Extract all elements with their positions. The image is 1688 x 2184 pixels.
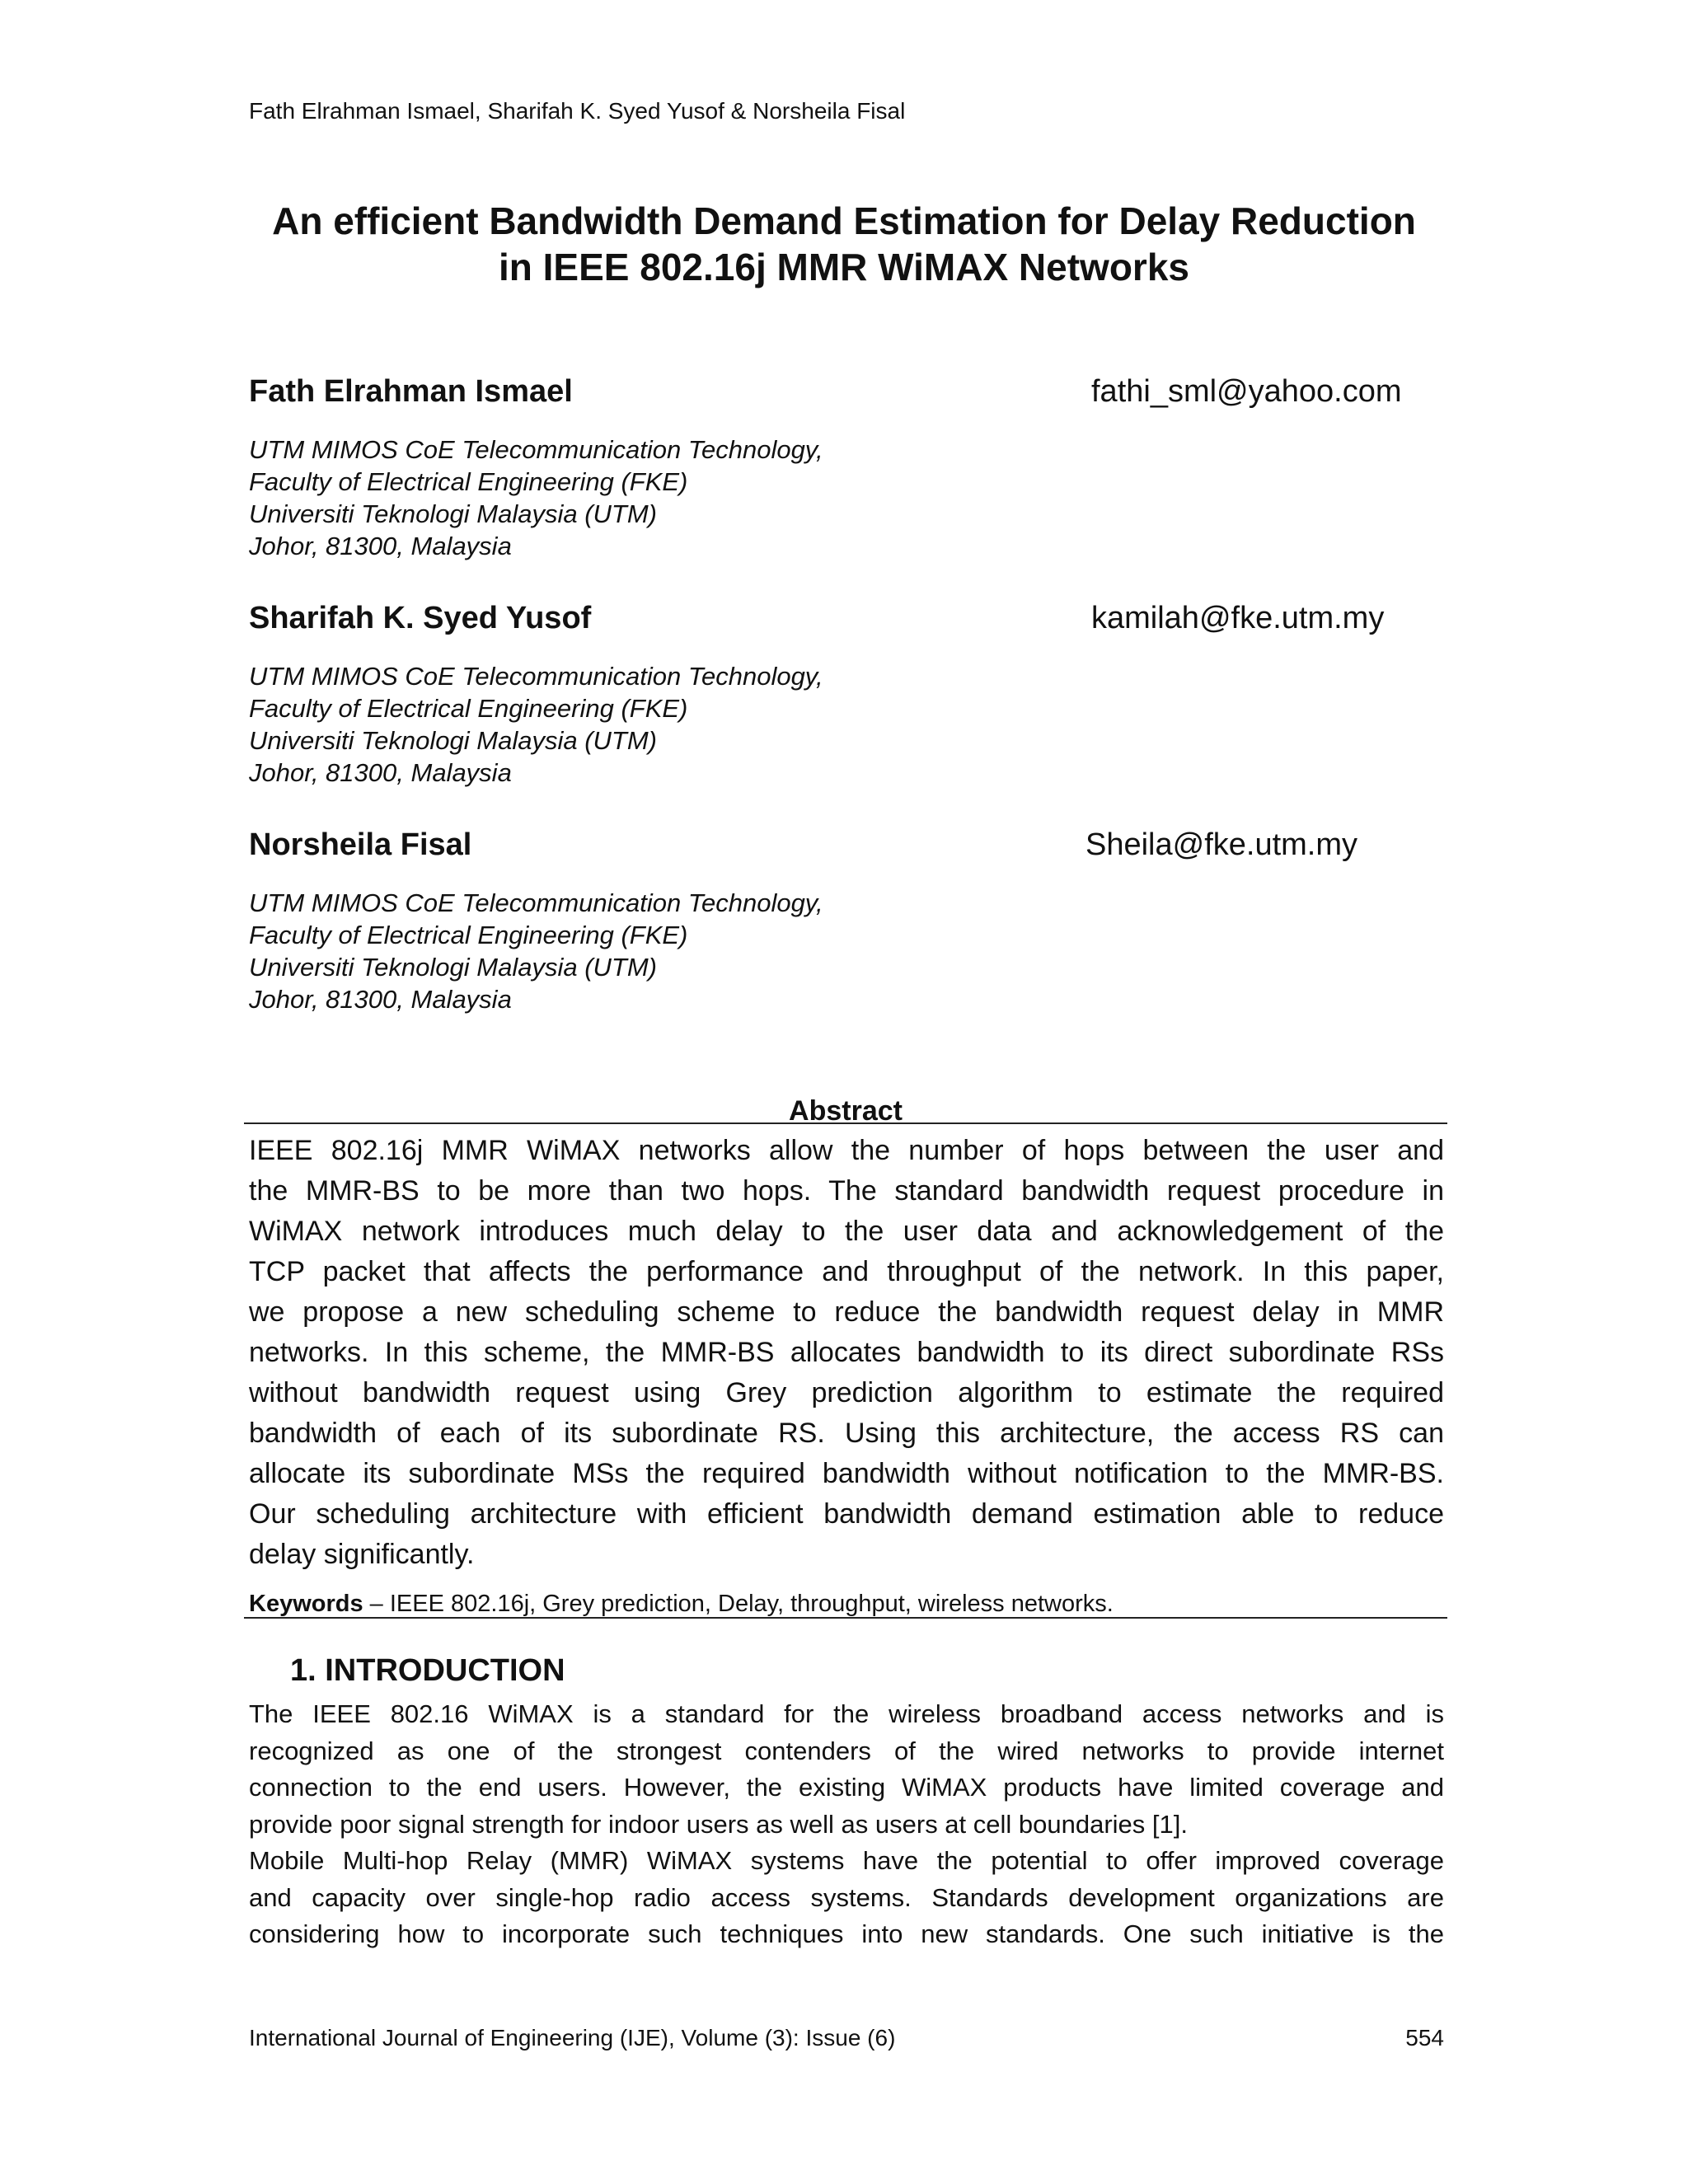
- author-name: Norsheila Fisal: [249, 827, 472, 862]
- affiliation-line: Universiti Teknologi Malaysia (UTM): [249, 499, 657, 528]
- abstract-top-rule: [244, 1122, 1447, 1124]
- body-line: The IEEE 802.16 WiMAX is a standard for the wireless broadband access networks and is: [249, 1699, 1444, 1728]
- author-affiliation: [249, 887, 1444, 1015]
- affiliation-line: Faculty of Electrical Engineering (FKE): [249, 467, 688, 496]
- affiliation-line: UTM MIMOS CoE Telecommunication Technology,: [249, 435, 823, 464]
- keywords-label: Keywords: [249, 1591, 363, 1617]
- abstract-line: networks. In this scheme, the MMR-BS allocates bandwidth to its direct subordinate RSs: [249, 1337, 1444, 1368]
- abstract-line: Our scheduling architecture with efficient bandwidth demand estimation able to reduce: [249, 1498, 1444, 1530]
- affiliation-line: Johor, 81300, Malaysia: [249, 985, 512, 1014]
- paper-title: [165, 198, 1523, 290]
- keywords-text: – IEEE 802.16j, Grey prediction, Delay, throughput, wireless networks.: [363, 1591, 1114, 1617]
- affiliation-line: Universiti Teknologi Malaysia (UTM): [249, 726, 657, 755]
- abstract-line: we propose a new scheduling scheme to reduce the bandwidth request delay in MMR: [249, 1296, 1444, 1328]
- author-affiliation: [249, 660, 1444, 789]
- title-line: An efficient Bandwidth Demand Estimation for Delay Reduction: [272, 199, 1416, 242]
- body-line: provide poor signal strength for indoor users as well as users at cell boundaries [1].: [249, 1809, 1188, 1839]
- abstract-line: delay significantly.: [249, 1539, 475, 1570]
- introduction-body: [249, 1696, 1444, 1953]
- affiliation-line: UTM MIMOS CoE Telecommunication Technology,: [249, 888, 823, 917]
- author-block: [249, 826, 1444, 1015]
- body-line: connection to the end users. However, the existing WiMAX products have limited coverage and: [249, 1773, 1444, 1802]
- footer-page-number: 554: [1405, 2025, 1444, 2050]
- author-affiliation: [249, 434, 1444, 562]
- section-heading-introduction: 1. INTRODUCTION: [290, 1653, 565, 1688]
- title-line: in IEEE 802.16j MMR WiMAX Networks: [498, 246, 1190, 288]
- author-email: kamilah@fke.utm.my: [1091, 601, 1385, 635]
- affiliation-line: Universiti Teknologi Malaysia (UTM): [249, 953, 657, 982]
- author-email: fathi_sml@yahoo.com: [1091, 374, 1402, 409]
- author-name: Sharifah K. Syed Yusof: [249, 601, 592, 635]
- abstract-line: IEEE 802.16j MMR WiMAX networks allow the number of hops between the user and: [249, 1135, 1444, 1166]
- body-line: Mobile Multi-hop Relay (MMR) WiMAX systems have the potential to offer improved coverage: [249, 1846, 1444, 1875]
- body-line: and capacity over single-hop radio access systems. Standards development organizations are: [249, 1882, 1444, 1912]
- abstract-body: [249, 1131, 1444, 1575]
- abstract-line: allocate its subordinate MSs the required bandwidth without notification to the MMR-BS.: [249, 1458, 1444, 1489]
- footer-journal: International Journal of Engineering (IJE), Volume (3): Issue (6): [249, 2025, 896, 2050]
- affiliation-line: Faculty of Electrical Engineering (FKE): [249, 921, 688, 949]
- running-header: Fath Elrahman Ismael, Sharifah K. Syed Yusof & Norsheila Fisal: [249, 98, 906, 124]
- affiliation-line: Johor, 81300, Malaysia: [249, 758, 512, 787]
- affiliation-line: Faculty of Electrical Engineering (FKE): [249, 694, 688, 723]
- author-email: Sheila@fke.utm.my: [1085, 827, 1358, 862]
- abstract-heading: Abstract: [789, 1095, 903, 1127]
- affiliation-line: UTM MIMOS CoE Telecommunication Technology,: [249, 662, 823, 691]
- body-line: recognized as one of the strongest contenders of the wired networks to provide internet: [249, 1736, 1444, 1765]
- author-name: Fath Elrahman Ismael: [249, 374, 573, 409]
- keywords: [249, 1589, 1114, 1619]
- affiliation-line: Johor, 81300, Malaysia: [249, 532, 512, 560]
- abstract-line: without bandwidth request using Grey prediction algorithm to estimate the required: [249, 1377, 1444, 1408]
- abstract-line: bandwidth of each of its subordinate RS. Using this architecture, the access RS can: [249, 1418, 1444, 1449]
- body-line: considering how to incorporate such techniques into new standards. One such initiative is the: [249, 1919, 1444, 1948]
- author-block: [249, 599, 1444, 789]
- abstract-line: TCP packet that affects the performance and throughput of the network. In this paper,: [249, 1256, 1444, 1287]
- abstract-line: the MMR-BS to be more than two hops. The standard bandwidth request procedure in: [249, 1175, 1444, 1207]
- keywords-bottom-rule: [244, 1617, 1447, 1619]
- author-block: [249, 373, 1444, 562]
- abstract-line: WiMAX network introduces much delay to the user data and acknowledgement of the: [249, 1216, 1444, 1247]
